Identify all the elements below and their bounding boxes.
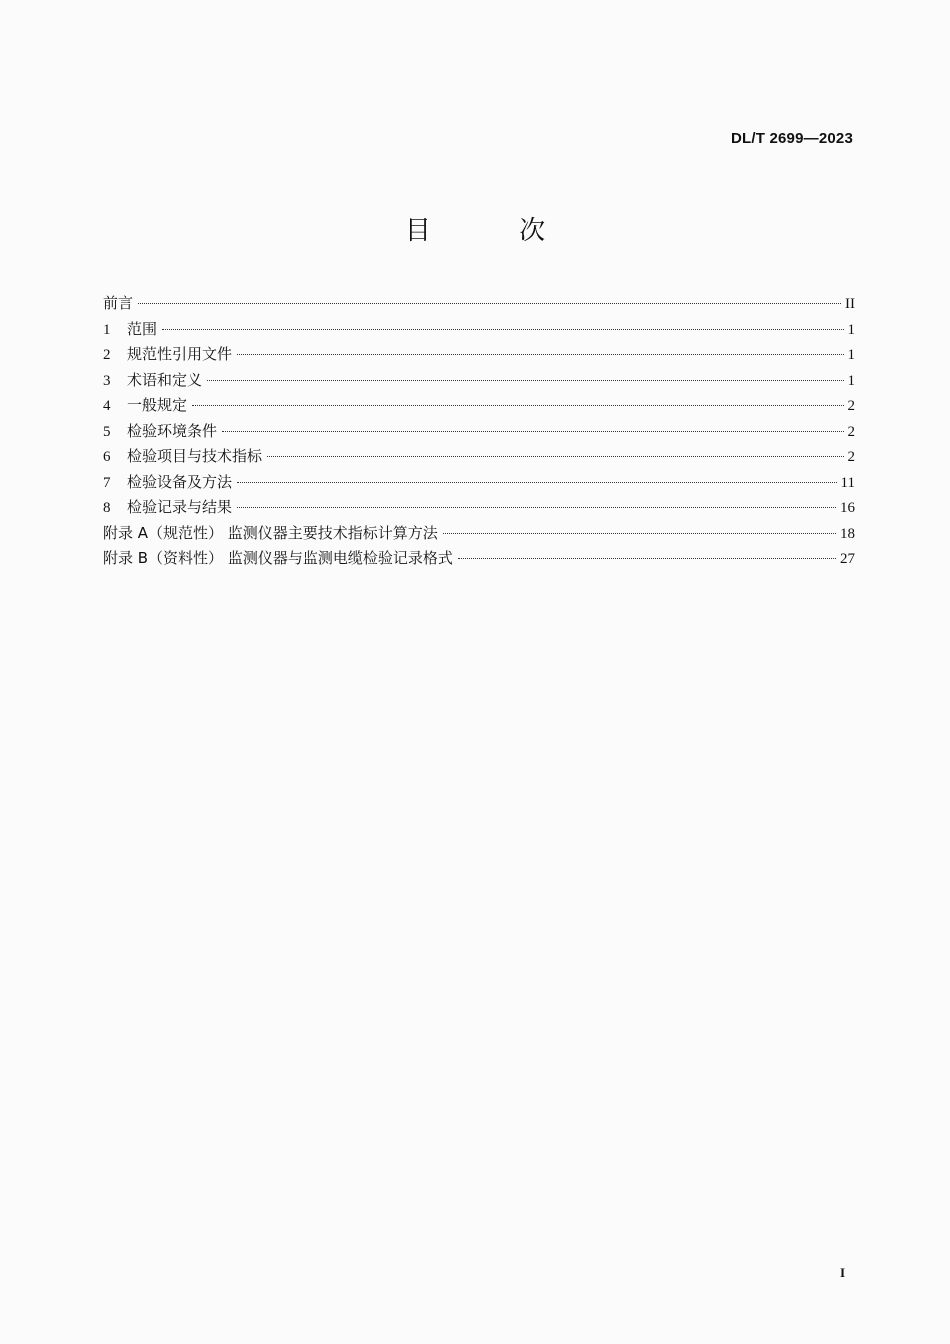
toc-entry-label: 检验环境条件 (127, 421, 218, 440)
toc-entry-label: 范围 (127, 319, 158, 338)
toc-entry-page: 1 (847, 347, 855, 363)
toc-leader-dots (207, 380, 843, 381)
toc-entry-number: 6 (103, 449, 111, 465)
toc-entry-label: 附录 B（资料性） 监测仪器与监测电缆检验记录格式 (103, 549, 453, 567)
toc-entry[interactable] (103, 394, 855, 420)
toc-entry[interactable] (103, 292, 855, 318)
toc-entry-label: 术语和定义 (127, 370, 203, 389)
toc-entry-number: 2 (103, 347, 111, 363)
document-code: DL/T 2699—2023 (730, 130, 853, 147)
toc-leader-dots (443, 533, 836, 534)
toc-entry[interactable] (103, 547, 855, 573)
toc-entry-page: 27 (840, 551, 855, 567)
toc-entry[interactable] (103, 522, 855, 548)
toc-entry[interactable] (103, 496, 855, 522)
toc-entry-label: 检验项目与技术指标 (127, 447, 263, 465)
toc-leader-dots (458, 558, 836, 559)
toc-entry[interactable] (103, 343, 855, 369)
toc-leader-dots (267, 456, 843, 457)
toc-entry-number: 1 (103, 321, 111, 338)
toc-entry-label: 前言 (103, 294, 134, 312)
toc-entry-label: 检验记录与结果 (127, 498, 233, 516)
toc-leader-dots (237, 482, 837, 483)
toc-entry[interactable] (103, 445, 855, 471)
toc-entry-number: 8 (103, 500, 111, 516)
toc-title: 目 次 (404, 216, 586, 246)
toc-leader-dots (237, 507, 836, 508)
toc-entry-number: 7 (103, 474, 111, 491)
toc-entry-page: 1 (847, 321, 855, 338)
toc-leader-dots (222, 431, 843, 432)
toc-entry-label: 一般规定 (127, 396, 188, 414)
toc-entry-page: 2 (847, 423, 855, 440)
toc-entry[interactable] (103, 420, 855, 446)
toc-entry[interactable] (103, 471, 855, 497)
toc-entry-page: 11 (840, 474, 855, 491)
page-number: I (839, 1265, 845, 1280)
toc-entry-label: 附录 A（规范性） 监测仪器主要技术指标计算方法 (103, 523, 438, 542)
toc-entry-page: 16 (840, 500, 855, 516)
toc-entry[interactable] (103, 369, 855, 395)
toc-entry-page: II (845, 296, 855, 312)
toc-leader-dots (162, 329, 843, 330)
toc-leader-dots (138, 303, 841, 304)
toc-entry[interactable] (103, 318, 855, 344)
toc-entry-label: 检验设备及方法 (127, 472, 233, 491)
toc-entry-label: 规范性引用文件 (127, 345, 233, 363)
toc-entry-page: 1 (847, 372, 855, 389)
toc-entry-page: 18 (840, 525, 855, 542)
toc-entry-number: 3 (103, 372, 111, 389)
toc-leader-dots (237, 354, 843, 355)
toc-entry-page: 2 (847, 398, 855, 414)
toc-entry-number: 4 (103, 398, 111, 414)
toc-entry-number: 5 (103, 423, 111, 440)
toc-leader-dots (192, 405, 843, 406)
toc-entry-page: 2 (847, 449, 855, 465)
table-of-contents (103, 292, 855, 573)
